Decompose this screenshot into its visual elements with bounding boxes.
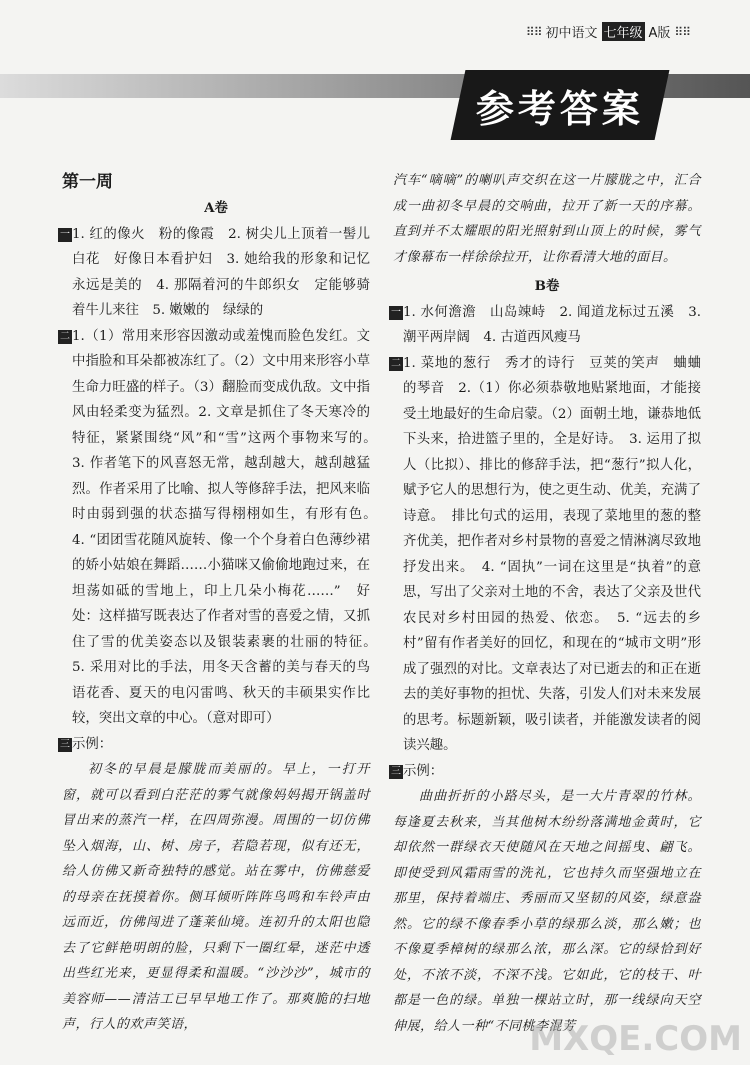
page-title: 参考答案	[475, 86, 644, 131]
watermark: MXQE.COM	[529, 1019, 742, 1059]
dots-icon: ⠿⠿	[525, 24, 542, 39]
dots-icon: ⠿⠿	[674, 24, 690, 39]
left-column	[60, 168, 384, 1038]
title-box	[451, 70, 670, 140]
answer-group-b1	[393, 300, 701, 351]
answer-text: 1. 菜地的葱行 秀才的诗行 豆荚的笑声 蛐蛐的琴音 2.（1）你必须恭敬地贴紧地面，才能接受土地最好的生命启蒙。（2）面朝土地，谦恭地低下头来，拾进篮子里的，全是好诗。 3. 运用了拟人（比拟）、排比的修辞手法，把“葱行”拟人化，赋予它人的思想行为，使之更生动、优美，充满了诗意。 排比句式的运用，表现了菜地里的葱的整齐优美，把作者对乡村景物的喜爱之情淋漓尽致地抒发出来。 4. “固执”一词在这里是“执着”的意思，写出了父亲对土地的不舍，表达了父亲及世代农民对乡村田园的热爱、依恋。 5. “远去的乡村”留有作者美好的回忆，和现在的“城市文明”形成了强烈的对比。文章表达了对已逝去的和正在逝去的美好事物的担忧、失落，引发人们对未来发展的思考。标题新颖，吸引读者，并能激发读者的阅读兴趣。	[403, 355, 701, 753]
page-header	[526, 22, 690, 41]
answer-group-b3	[393, 759, 701, 785]
answer-group-2	[60, 324, 384, 732]
marker-icon: 二	[391, 357, 401, 369]
section-b-heading: B卷	[534, 278, 560, 294]
edition-label: A版	[648, 26, 671, 41]
grade-label: 七年级	[602, 22, 645, 41]
answer-text: 1. 红的像火 粉的像霞 2. 树尖儿上顶着一髻儿白花 好像日本看护妇 3. 她给我的形象和记忆永远是美的 4. 那隔着河的牛郎织女 定能够骑着牛儿来往 5. 嫩嫩的 绿绿的	[72, 226, 370, 318]
marker-icon: 一	[60, 228, 70, 240]
answer-text: 1. 水何澹澹 山岛竦峙 2. 闻道龙标过五溪 3. 潮平两岸阔 4. 古道西风瘦马	[403, 304, 701, 345]
answer-text: 示例：	[403, 763, 444, 779]
answer-text: 1.（1）常用来形容因激动或羞愧而脸色发红。文中指脸和耳朵都被冻红了。（2）文中用来形容小草生命力旺盛的样子。（3）翻脸而变成仇敌。文中指风由轻柔变为猛烈。2. 文章是抓住了冬天寒冷的特征，紧紧围绕“风”和“雪”这两个事物来写的。 3. 作者笔下的风喜怒无常，越刮越大，越刮越猛烈。作者采用了比喻、拟人等修辞手法，把风来临时由弱到强的状态描写得栩栩如生，有形有色。 4. “团团雪花随风旋转、像一个个身着白色薄纱裙的娇小姑娘在舞蹈……小猫咪又偷偷地跑过来，在坦荡如砥的雪地上，印上几朵小梅花……” 好处：这样描写既表达了作者对雪的喜爱之情，又抓住了雪的优美姿态以及银装素裹的壮丽的特征。 5. 采用对比的手法，用冬天含蓄的美与春天的鸟语花香、夏天的电闪雷鸣、秋天的丰硕果实作比较，突出文章的中心。（意对即可）	[72, 328, 384, 726]
answer-group-1	[62, 222, 370, 324]
marker-icon: 二	[60, 330, 70, 342]
week-heading: 第一周	[62, 172, 113, 192]
marker-icon: 三	[60, 738, 70, 750]
answer-text: 示例：	[72, 736, 113, 752]
marker-icon: 一	[391, 306, 401, 318]
sample-essay: 初冬的早晨是朦胧而美丽的。早上，一打开窗，就可以看到白茫茫的雾气就像妈妈揭开锅盖时冒出来的蒸汽一样，在四周弥漫。周围的一切仿佛坠入烟海，山、树、房子，若隐若现，似有还无，给人仿佛又新奇独特的感觉。站在雾中，仿佛慈爱的母亲在抚摸着你。侧耳倾听阵阵鸟鸣和车铃声由远而近，仿佛闯进了蓬莱仙境。连初升的太阳也隐去了它鲜艳明朗的脸，只剩下一圈红晕，迷茫中透出些红光来，更显得柔和温暖。“沙沙沙”，城市的美容师——清洁工已早早地工作了。那爽脆的扫地声，行人的欢声笑语，	[62, 762, 370, 1032]
sample-essay-b: 曲曲折折的小路尽头，是一大片青翠的竹林。每逢夏去秋来，当其他树木纷纷落满地金黄时，它却依然一群绿衣天使随风在天地之间摇曳、翩飞。即使受到风霜雨雪的洗礼，它也持久而坚强地立在那里，保持着端庄、秀丽而又坚韧的风姿，绿意盎然。它的绿不像春季小草的绿那么淡，那么嫩；也不像夏季樟树的绿那么浓，那么深。它的绿恰到好处，不浓不淡，不深不浅。它如此，它的枝干、叶都是一色的绿。单独一棵站立时，那一线绿向天空伸展，给人一种“不同桃李混芳	[393, 789, 701, 1034]
answer-group-3	[62, 732, 370, 758]
subject-label: 初中语文	[545, 26, 598, 41]
right-column	[393, 168, 701, 1039]
section-a-heading: A卷	[204, 200, 228, 216]
sample-essay-continued: 汽车“嘀嘀”的喇叭声交织在这一片朦胧之中，汇合成一曲初冬早晨的交响曲，拉开了新一天的序幕。直到并不太耀眼的阳光照射到山顶上的时候，雾气才像幕布一样徐徐拉开，让你看清大地的面目。	[393, 173, 701, 265]
marker-icon: 三	[391, 765, 401, 777]
answer-group-b2	[393, 351, 701, 759]
